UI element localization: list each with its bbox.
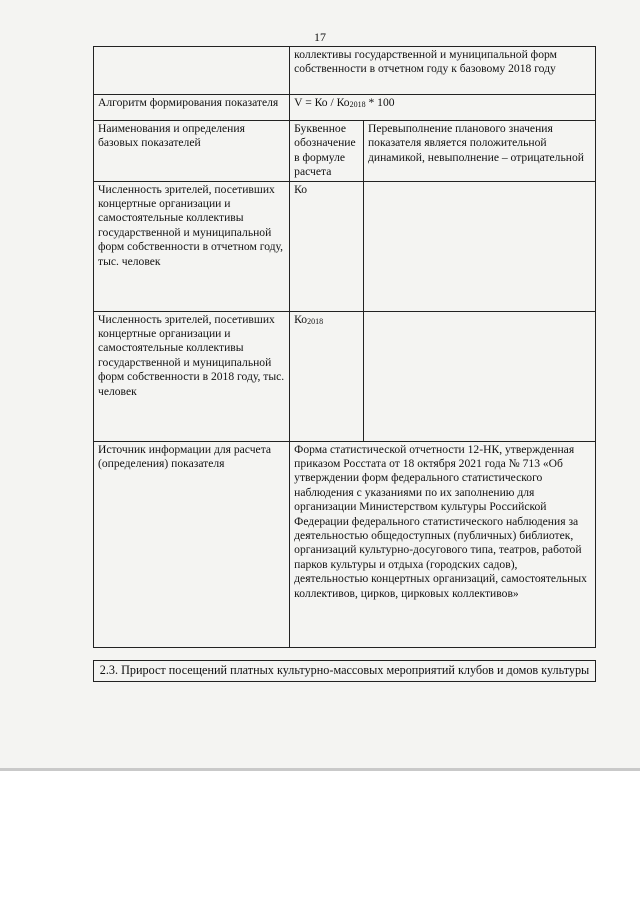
viewers-2018-symbol-cell (290, 311, 364, 441)
table-row (94, 181, 596, 311)
continued-text-cell: коллективы государственной и муниципальной форм собственности в отчетном году к базовому 2018 году (290, 47, 596, 95)
viewers-current-label: Численность зрителей, посетивших концертные организации и самостоятельные коллективы государственной и муниципальной форм собственности в отчетном году, тыс. человек (94, 181, 290, 311)
formula-subscript: 2018 (349, 100, 366, 109)
indicator-table (93, 46, 596, 648)
viewers-current-symbol: Ко (290, 181, 364, 311)
formula-cell (290, 95, 596, 121)
table-row (94, 95, 596, 121)
dynamics-note-header: Перевыполнение планового значения показателя является положительной динамикой, невыполнение – отрицательной (363, 121, 595, 182)
page-number: 17 (314, 30, 326, 44)
empty-cell (94, 47, 290, 95)
empty-cell (363, 311, 595, 441)
source-text: Форма статистической отчетности 12-НК, утвержденная приказом Росстата от 18 октября 2021 года № 713 «Об утверждении форм федерального статистического наблюдения с указаниями по их заполнению для организации Министерством культуры Российской Федерации федерального статистического наблюдения за деятельностью общедоступных (публичных) библиотек, организаций культурно-досугового типа, театров, работой парков культуры и отдыха (городских садов), деятельностью концертных организаций, самостоятельных коллективов, цирков, цирковых коллективов» (290, 441, 596, 647)
viewers-2018-subscript: 2018 (307, 316, 324, 326)
table-row (94, 441, 596, 647)
source-label: Источник информации для расчета (определения) показателя (94, 441, 290, 647)
table-row (94, 47, 596, 95)
page-edge (0, 768, 640, 771)
section-heading: 2.3. Прирост посещений платных культурно-массовых мероприятий клубов и домов культуры (93, 660, 596, 682)
letter-designation-header: Буквенное обозначение в формуле расчета (290, 121, 364, 182)
formula-tail: * 100 (365, 96, 395, 109)
viewers-2018-symbol: Ко (294, 312, 308, 326)
formula-text: V = Ко / Ко (294, 96, 350, 109)
base-indicators-label: Наименования и определения базовых показателей (94, 121, 290, 182)
empty-cell (363, 181, 595, 311)
algorithm-label: Алгоритм формирования показателя (94, 95, 290, 121)
table-row (94, 311, 596, 441)
viewers-2018-label: Численность зрителей, посетивших концертные организации и самостоятельные коллективы государственной и муниципальной форм собственности в 2018 году, тыс. человек (94, 311, 290, 441)
table-row (94, 121, 596, 182)
